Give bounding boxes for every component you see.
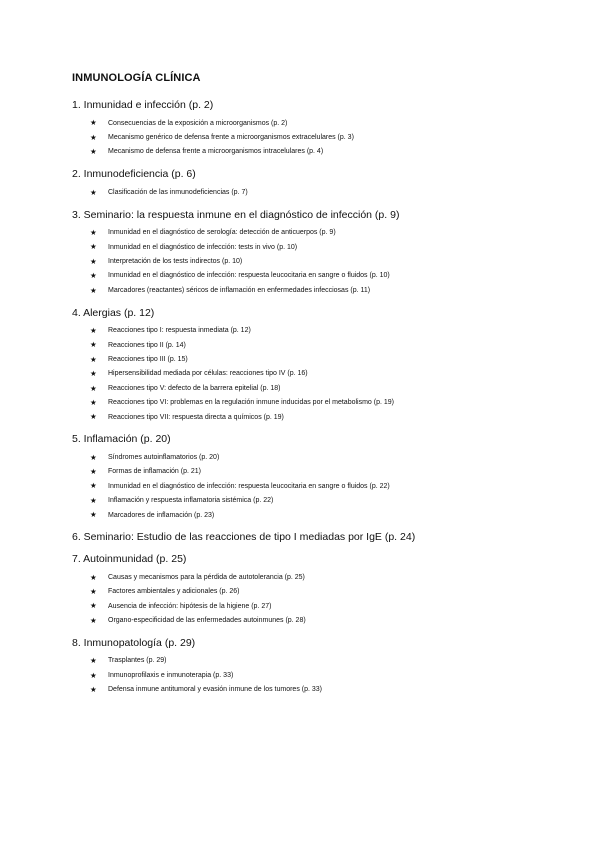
list-item-label: Mecanismo genérico de defensa frente a microorganismos extracelulares (p. 3) xyxy=(108,134,354,142)
star-bullet-icon: ★ xyxy=(90,187,97,197)
star-bullet-icon: ★ xyxy=(90,383,97,393)
list-item xyxy=(72,116,562,130)
star-bullet-icon: ★ xyxy=(90,656,97,666)
section-item-list xyxy=(72,324,562,425)
list-item-label: Defensa inmune antitumoral y evasión inmune de los tumores (p. 33) xyxy=(108,686,322,694)
list-item xyxy=(72,585,562,599)
toc-section xyxy=(72,306,562,425)
toc-section xyxy=(72,530,562,544)
section-heading: 5. Inflamación (p. 20) xyxy=(72,433,171,446)
list-item xyxy=(72,613,562,627)
list-item xyxy=(72,381,562,395)
star-bullet-icon: ★ xyxy=(90,601,97,611)
star-bullet-icon: ★ xyxy=(90,670,97,680)
list-item xyxy=(72,185,562,199)
toc-section xyxy=(72,167,562,199)
list-item xyxy=(72,395,562,409)
section-heading: 4. Alergias (p. 12) xyxy=(72,306,155,319)
list-item-label: Hipersensibilidad mediada por células: reacciones tipo IV (p. 16) xyxy=(108,370,308,378)
list-item-label: Inflamación y respuesta inflamatoria sistémica (p. 22) xyxy=(108,497,274,505)
star-bullet-icon: ★ xyxy=(90,495,97,505)
star-bullet-icon: ★ xyxy=(90,354,97,364)
star-bullet-icon: ★ xyxy=(90,369,97,379)
list-item xyxy=(72,338,562,352)
star-bullet-icon: ★ xyxy=(90,256,97,266)
star-bullet-icon: ★ xyxy=(90,452,97,462)
list-item-label: Inmunidad en el diagnóstico de infección: respuesta leucocitaria en sangre o fluidos (p. 10) xyxy=(108,272,390,280)
document-title: INMUNOLOGÍA CLÍNICA xyxy=(72,72,201,84)
star-bullet-icon: ★ xyxy=(90,285,97,295)
list-item xyxy=(72,254,562,268)
section-heading: 6. Seminario: Estudio de las reacciones de tipo I mediadas por IgE (p. 24) xyxy=(72,531,416,544)
section-item-list xyxy=(72,226,562,298)
star-bullet-icon: ★ xyxy=(90,228,97,237)
list-item xyxy=(72,324,562,338)
list-item-label: Marcadores (reactantes) séricos de inflamación en enfermedades infecciosas (p. 11) xyxy=(108,286,371,294)
list-item xyxy=(72,570,562,584)
list-item xyxy=(72,130,562,144)
star-bullet-icon: ★ xyxy=(90,397,97,407)
list-item-label: Consecuencias de la exposición a microorganismos (p. 2) xyxy=(108,119,288,127)
star-bullet-icon: ★ xyxy=(90,587,97,597)
list-item-label: Ausencia de infección: hipótesis de la higiene (p. 27) xyxy=(108,602,272,610)
list-item-label: Reacciones tipo VI: problemas en la regulación inmune inducidas por el metabolismo (p. 19) xyxy=(108,399,394,407)
list-item-label: Causas y mecanismos para la pérdida de autotolerancia (p. 25) xyxy=(108,573,305,581)
list-item xyxy=(72,283,562,297)
section-item-list xyxy=(72,570,562,628)
list-item-label: Reacciones tipo V: defecto de la barrera epitelial (p. 18) xyxy=(108,384,281,392)
list-item xyxy=(72,226,562,240)
section-heading: 3. Seminario: la respuesta inmune en el diagnóstico de infección (p. 9) xyxy=(72,208,400,221)
section-heading: 1. Inmunidad e infección (p. 2) xyxy=(72,99,214,111)
list-item xyxy=(72,410,562,424)
list-item-label: Reacciones tipo VII: respuesta directa a químicos (p. 19) xyxy=(108,413,284,421)
list-item xyxy=(72,352,562,366)
toc-section xyxy=(72,552,562,628)
star-bullet-icon: ★ xyxy=(90,118,97,128)
list-item-label: Formas de inflamación (p. 21) xyxy=(108,468,201,476)
list-item-label: Inmunoprofilaxis e inmunoterapia (p. 33) xyxy=(108,671,234,679)
list-item xyxy=(72,145,562,159)
list-item xyxy=(72,493,562,507)
section-item-list xyxy=(72,116,562,159)
table-of-contents xyxy=(72,98,562,705)
list-item xyxy=(72,367,562,381)
section-item-list xyxy=(72,654,562,697)
list-item xyxy=(72,599,562,613)
list-item-label: Mecanismo de defensa frente a microorganismos intracelulares (p. 4) xyxy=(108,148,324,156)
toc-section xyxy=(72,208,562,298)
list-item xyxy=(72,240,562,254)
star-bullet-icon: ★ xyxy=(90,467,97,477)
star-bullet-icon: ★ xyxy=(90,340,97,350)
star-bullet-icon: ★ xyxy=(90,481,97,491)
list-item xyxy=(72,450,562,464)
list-item-label: Organo-especificidad de las enfermedades autoinmunes (p. 28) xyxy=(108,617,306,625)
list-item-label: Interpretación de los tests indirectos (p. 10) xyxy=(108,258,243,266)
section-heading: 7. Autoinmunidad (p. 25) xyxy=(72,553,187,566)
toc-section xyxy=(72,432,562,522)
star-bullet-icon: ★ xyxy=(90,132,97,142)
star-bullet-icon: ★ xyxy=(90,572,97,582)
list-item-label: Reacciones tipo I: respuesta inmediata (p. 12) xyxy=(108,327,251,335)
list-item-label: Reacciones tipo III (p. 15) xyxy=(108,355,188,363)
star-bullet-icon: ★ xyxy=(90,242,97,252)
star-bullet-icon: ★ xyxy=(90,412,97,422)
star-bullet-icon: ★ xyxy=(90,271,97,281)
list-item-label: Reacciones tipo II (p. 14) xyxy=(108,341,186,349)
section-item-list xyxy=(72,450,562,522)
section-heading: 2. Inmunodeficiencia (p. 6) xyxy=(72,168,196,181)
list-item-label: Factores ambientales y adicionales (p. 26) xyxy=(108,588,240,596)
toc-section xyxy=(72,98,562,159)
list-item-label: Marcadores de inflamación (p. 23) xyxy=(108,511,215,519)
star-bullet-icon: ★ xyxy=(90,615,97,625)
list-item xyxy=(72,479,562,493)
list-item xyxy=(72,269,562,283)
list-item-label: Inmunidad en el diagnóstico de infección: tests in vivo (p. 10) xyxy=(108,243,298,251)
list-item xyxy=(72,683,562,697)
list-item xyxy=(72,508,562,522)
star-bullet-icon: ★ xyxy=(90,510,97,520)
toc-section xyxy=(72,636,562,697)
list-item-label: Clasificación de las inmunodeficiencias (p. 7) xyxy=(108,188,248,196)
list-item-label: Síndromes autoinflamatorios (p. 20) xyxy=(108,453,220,461)
section-heading: 8. Inmunopatología (p. 29) xyxy=(72,636,196,649)
star-bullet-icon: ★ xyxy=(90,147,97,157)
section-item-list xyxy=(72,185,562,199)
list-item xyxy=(72,465,562,479)
list-item-label: Inmunidad en el diagnóstico de serología: detección de anticuerpos (p. 9) xyxy=(108,229,336,237)
list-item-label: Trasplantes (p. 29) xyxy=(108,657,167,665)
list-item xyxy=(72,668,562,682)
star-bullet-icon: ★ xyxy=(90,325,97,335)
list-item xyxy=(72,654,562,668)
star-bullet-icon: ★ xyxy=(90,684,97,694)
list-item-label: Inmunidad en el diagnóstico de infección: respuesta leucocitaria en sangre o fluidos (p. 22) xyxy=(108,482,390,490)
